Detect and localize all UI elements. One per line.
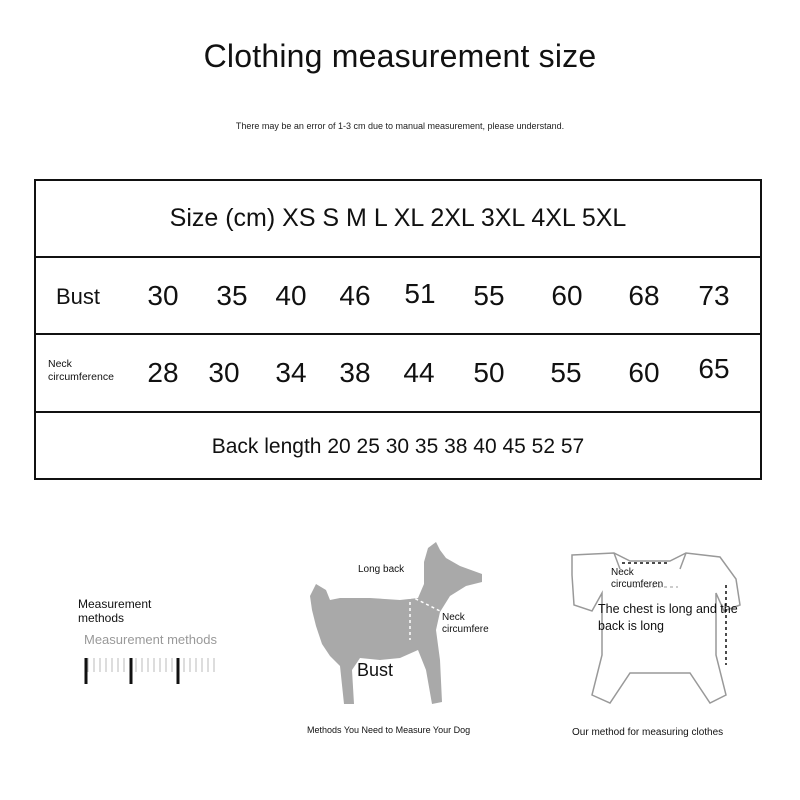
neck-label-line2: circumference — [48, 371, 114, 383]
shirt-neck-label-line1: Neck — [611, 567, 634, 578]
bust-cell-3xl: 60 — [551, 280, 583, 311]
page-title: Clothing measurement size — [203, 38, 597, 74]
neck-cell-m: 34 — [275, 357, 307, 388]
size-table — [34, 179, 762, 480]
neck-cell-xs: 28 — [147, 357, 179, 388]
neck-cell-2xl: 50 — [473, 357, 505, 388]
measurement-title-line1: Measurement — [78, 597, 152, 611]
neck-cell-3xl: 55 — [550, 357, 582, 388]
neck-cell-4xl: 60 — [628, 357, 660, 388]
neck-label-line1: Neck — [48, 358, 72, 370]
size-header-row — [36, 181, 760, 258]
back-length-row — [36, 413, 760, 480]
neck-row — [36, 335, 760, 413]
dog-neck-label-line1: Neck — [442, 612, 465, 623]
bust-cell-l: 46 — [339, 280, 371, 311]
bust-cell-5xl: 73 — [698, 280, 730, 311]
dog-long-back-label: Long back — [358, 564, 405, 575]
shirt-caption: Our method for measuring clothes — [572, 727, 724, 738]
neck-cell-l: 38 — [339, 357, 371, 388]
measurement-title-line2: methods — [78, 611, 125, 625]
bust-cell-m: 40 — [275, 280, 307, 311]
shirt-chest-label: The chest is long and the back is long — [598, 602, 738, 633]
bust-cell-2xl: 55 — [473, 280, 505, 311]
bust-label: Bust — [56, 284, 101, 309]
bust-cell-4xl: 68 — [628, 280, 660, 311]
measurement-title — [78, 597, 178, 625]
neck-cell-xl: 44 — [403, 357, 435, 388]
bust-row — [36, 258, 760, 335]
measurement-faded-text: Measurement methods — [84, 632, 217, 647]
bust-cell-xl: 51 — [404, 278, 436, 309]
bust-cell-s: 35 — [216, 280, 248, 311]
shirt-neck-label-line2: circumferen — [611, 579, 664, 590]
bust-cell-xs: 30 — [147, 280, 179, 311]
size-header: Size (cm) XS S M L XL 2XL 3XL 4XL 5XL — [169, 204, 627, 232]
neck-label — [48, 358, 138, 384]
shirt-neck-label — [611, 567, 663, 591]
neck-cell-s: 30 — [208, 357, 240, 388]
dog-neck-label-line2: circumfere — [442, 624, 489, 635]
dog-caption: Methods You Need to Measure Your Dog — [307, 725, 471, 735]
page-subtitle: There may be an error of 1-3 cm due to manual measurement, please understand. — [235, 121, 565, 131]
ruler-icon — [84, 652, 224, 684]
dog-bust-label: Bust — [357, 660, 394, 680]
back-length-text: Back length 20 25 30 35 38 40 45 52 57 — [211, 435, 585, 458]
dog-neck-label — [442, 612, 489, 636]
neck-cell-5xl: 65 — [698, 353, 730, 384]
